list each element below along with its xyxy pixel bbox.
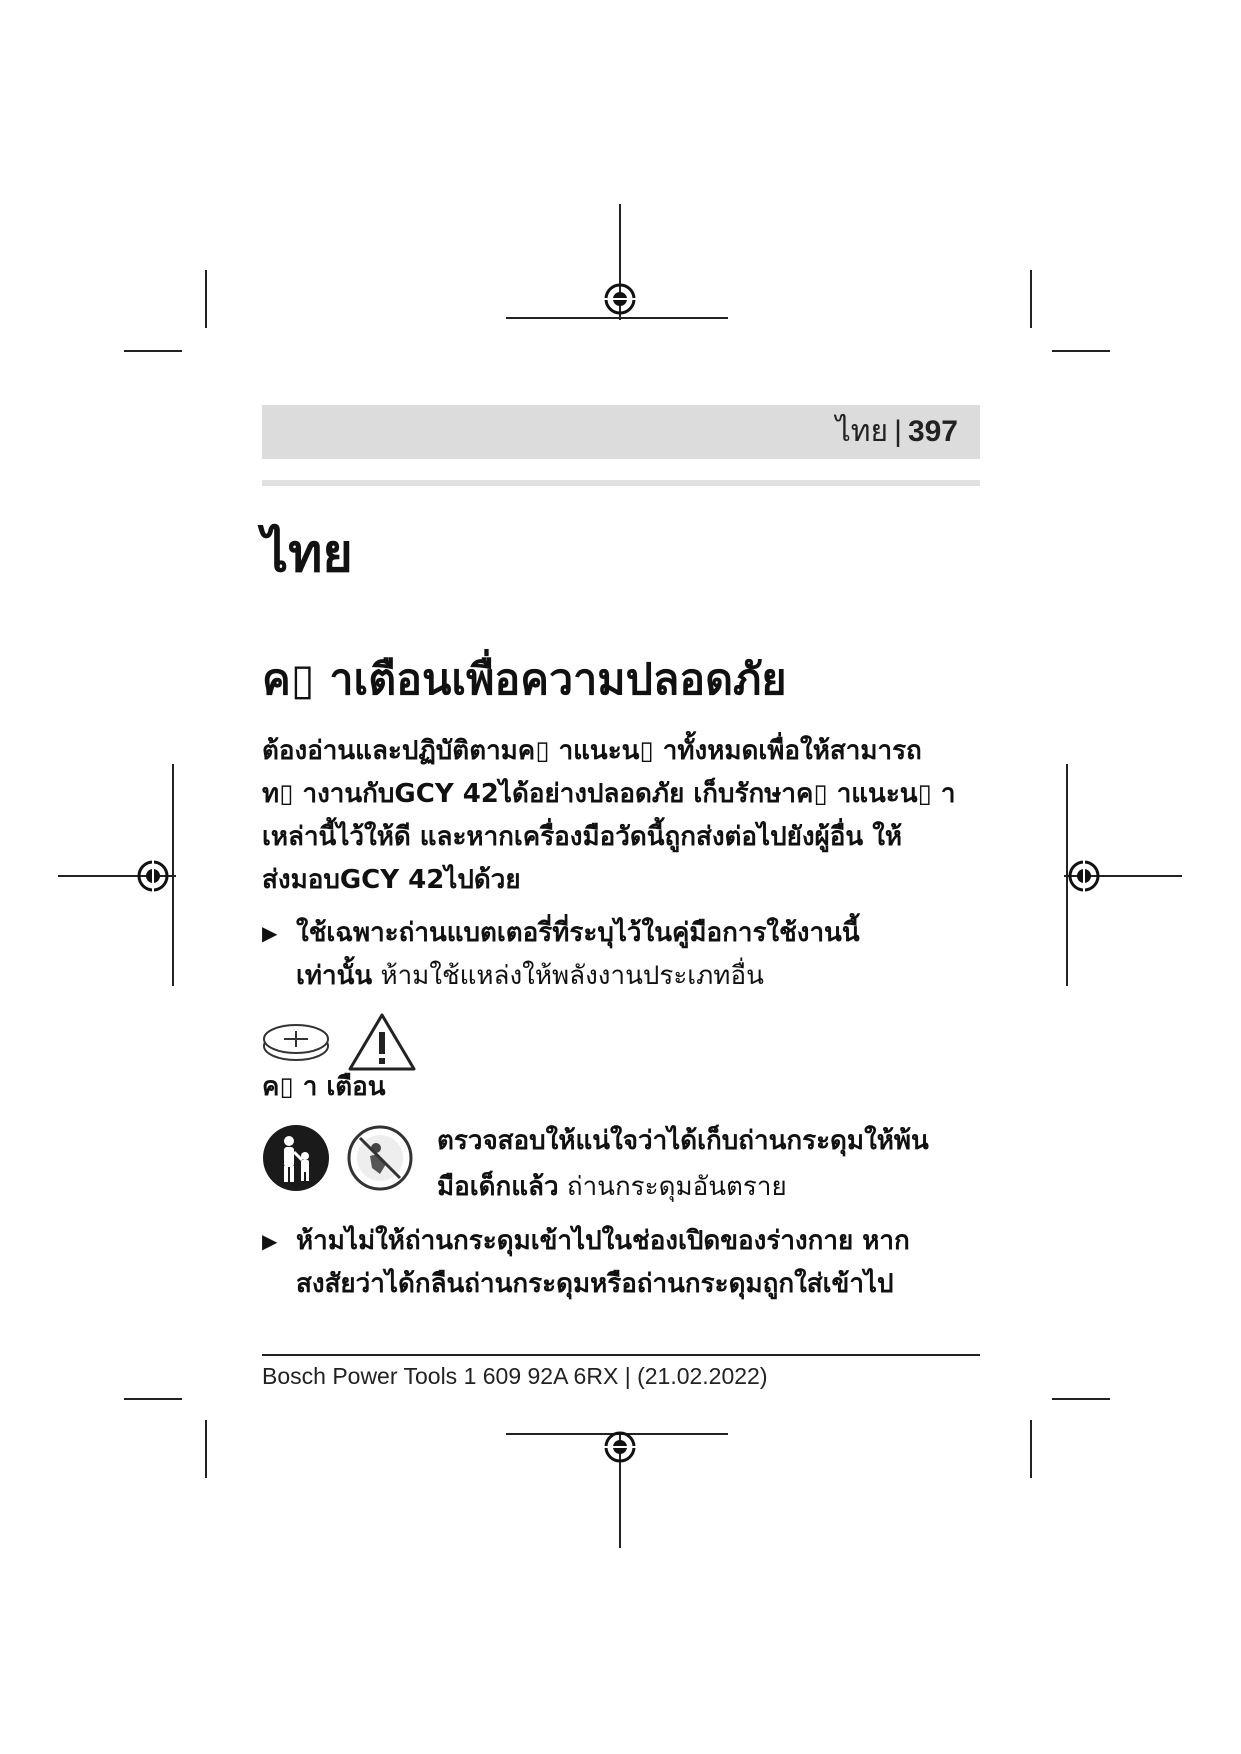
child-warning xyxy=(262,1118,1002,1214)
footer-publisher: Bosch Power Tools 1 609 92A 6RX xyxy=(262,1363,619,1389)
intro-line: ท▯ างานกับGCY 42ได้อย่างปลอดภัย เก็บรักษาค▯ าแนะน▯ า xyxy=(262,779,956,809)
crop-mark xyxy=(1030,270,1032,328)
crop-mark xyxy=(1052,350,1110,352)
header-section: ไทย xyxy=(835,415,889,448)
crop-mark xyxy=(124,350,182,352)
registration-target-icon xyxy=(136,859,170,893)
intro-paragraph xyxy=(262,730,992,902)
no-swallowing-battery-icon xyxy=(346,1124,414,1192)
crop-mark xyxy=(205,1420,207,1478)
page-title: ไทย xyxy=(262,524,353,584)
child-warning-normal-text: ถ่านกระดุมอันตราย xyxy=(566,1172,787,1202)
keep-away-from-children-icon xyxy=(262,1124,330,1192)
button-cell-battery-icon xyxy=(262,1022,330,1062)
bullet-line: สงสัยว่าได้กลืนถ่านกระดุมหรือถ่านกระดุมถูกใส่เข้าไป xyxy=(296,1269,894,1299)
header-label: ไทย | 397 xyxy=(835,415,958,448)
bullet-arrow-icon: ▶ xyxy=(262,1229,278,1253)
warning-label: ค▯ า เตือน xyxy=(262,1072,386,1102)
child-warning-bold-text: ตรวจสอบให้แน่ใจว่าได้เก็บถ่านกระดุมให้พ้น xyxy=(437,1126,929,1156)
section-heading: ค▯ าเตือนเพื่อความปลอดภัย xyxy=(262,655,787,705)
intro-line: เหล่านี้ไว้ให้ดี และหากเครื่องมือวัดนี้ถูกส่งต่อไปยังผู้อื่น ให้ xyxy=(262,822,903,852)
intro-line: ส่งมอบGCY 42ไปด้วย xyxy=(262,865,521,895)
warning-triangle-icon xyxy=(347,1012,417,1072)
registration-target-icon xyxy=(603,1430,637,1464)
child-warning-bold-tail: มือเด็กแล้ว xyxy=(437,1172,559,1202)
crop-mark xyxy=(1052,1398,1110,1400)
bullet-bold-tail: เท่านั้น xyxy=(296,961,373,991)
page-number: 397 xyxy=(907,415,958,448)
bullet-item xyxy=(262,912,992,998)
crop-mark xyxy=(1030,1420,1032,1478)
footer-date: (21.02.2022) xyxy=(637,1363,768,1389)
crop-mark xyxy=(205,270,207,328)
header-divider xyxy=(262,480,980,486)
intro-line: ต้องอ่านและปฏิบัติตามค▯ าแนะน▯ าทั้งหมดเพื่อให้สามารถ xyxy=(262,736,922,766)
page-header xyxy=(262,405,980,459)
bullet-normal-text: ห้ามใช้แหล่งให้พลังงานประเภทอื่น xyxy=(380,961,764,991)
footer-divider xyxy=(262,1354,980,1356)
registration-target-icon xyxy=(603,282,637,316)
bullet-item xyxy=(262,1220,992,1306)
bullet-line: ห้ามไม่ให้ถ่านกระดุมเข้าไปในช่องเปิดของร่างกาย หาก xyxy=(296,1226,910,1256)
bullet-arrow-icon: ▶ xyxy=(262,921,278,945)
crop-mark xyxy=(506,317,728,319)
crop-mark xyxy=(124,1398,182,1400)
page-footer: Bosch Power Tools 1 609 92A 6RX | (21.02.2022) xyxy=(262,1363,768,1389)
bullet-bold-text: ใช้เฉพาะถ่านแบตเตอรี่ที่ระบุไว้ในคู่มือการใช้งานนี้ xyxy=(296,918,860,948)
registration-target-icon xyxy=(1067,859,1101,893)
